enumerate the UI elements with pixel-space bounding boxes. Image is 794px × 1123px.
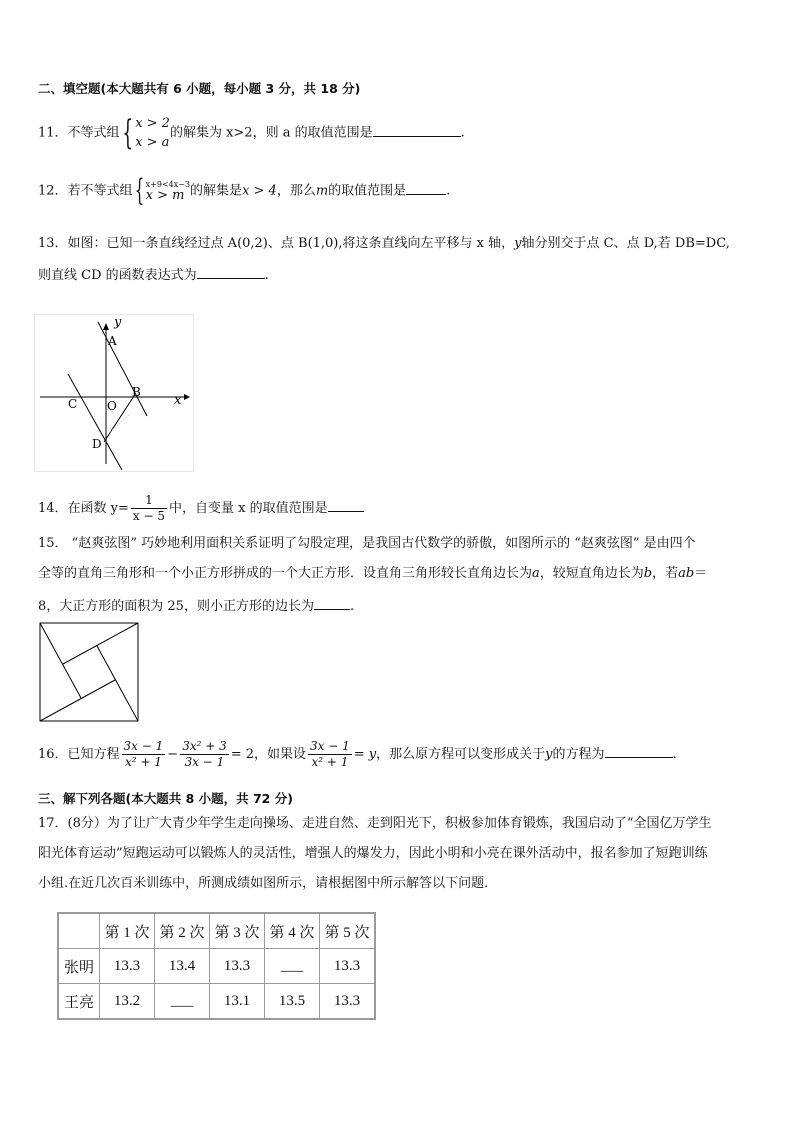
q11-system [135, 114, 170, 152]
q13-text-2: 则直线 CD 的函数表达式为 [38, 268, 197, 283]
q16-minus: − [167, 747, 179, 762]
zhao-shuang-figure [38, 621, 140, 723]
y-axis-arrow-icon [103, 323, 109, 330]
q16-fraction-1 [122, 739, 166, 770]
coordinate-figure [34, 314, 194, 472]
q16-fraction-2 [180, 739, 229, 770]
brace-icon: { [121, 113, 133, 153]
q14-answer-blank[interactable] [328, 497, 364, 512]
label-a: A [108, 334, 117, 348]
q12-sys-line1: x+9<4x−3 [145, 180, 191, 189]
line-cd [68, 374, 122, 470]
section-heading-fill-in: 二、填空题(本大题共有 6 小题，每小题 3 分，共 18 分) [38, 81, 361, 96]
q12-mid2: ，那么 [276, 183, 316, 199]
q16-prefix: 16．已知方程 [38, 747, 120, 762]
label-c: C [68, 397, 78, 411]
q15-text-3: 8，大正方形的面积为 25，则小正方形的边长为 [38, 599, 314, 614]
table-header-row [58, 913, 375, 949]
q16-mid2: ，那么原方程可以变形成关于 [376, 747, 546, 762]
table-cell-blank: ___ [155, 984, 210, 1020]
label-x: x [174, 393, 182, 408]
q12-suffix: 的取值范围是 [328, 183, 407, 199]
q16-suffix: 的方程为 [552, 747, 605, 762]
q15-text-2c: ，若 [652, 566, 679, 581]
table-cell: 13.3 [320, 984, 376, 1020]
table-header-cell: 第 5 次 [320, 913, 376, 949]
q13-answer-blank[interactable] [197, 264, 265, 279]
table-header-cell [58, 913, 100, 949]
q16-f3-num: 3x − 1 [310, 739, 350, 753]
q15-b: b [643, 566, 653, 581]
q12-mid: 的解集是 [190, 183, 243, 199]
q11-suffix: 的解集为 x>2，则 a 的取值范围是 [169, 125, 373, 141]
q14-denominator: x − 5 [132, 509, 166, 523]
question-17-line1: 17．(8分）为了让广大青少年学生走向操场、走进自然、走到阳光下，积极参加体育锻炼，我国启动了“全国亿万学生 [38, 816, 712, 831]
q16-fraction-3 [308, 739, 352, 770]
triangle-edge-3 [40, 680, 115, 721]
q16-answer-blank[interactable] [605, 743, 673, 758]
table-cell-blank: ___ [265, 949, 320, 984]
question-12 [38, 174, 450, 208]
q15-a: a [532, 566, 540, 581]
q11-answer-blank[interactable] [373, 122, 461, 137]
question-11 [38, 114, 465, 152]
q16-eq: = 2 [230, 747, 255, 762]
table-cell: 13.5 [265, 984, 320, 1020]
question-14 [38, 493, 364, 524]
q16-mid: ，如果设 [254, 747, 307, 762]
score-table [57, 912, 376, 1020]
q15-end: . [349, 599, 355, 614]
q16-y: y [545, 747, 553, 762]
q14-fraction [131, 493, 167, 524]
table-header-cell: 第 4 次 [265, 913, 320, 949]
question-17-line3: 小组.在近几次百米训练中，所测成绩如图所示，请根据图中所示解答以下问题． [38, 876, 498, 891]
table-cell-name: 王亮 [58, 984, 100, 1020]
q11-sys-line2: x > a [135, 135, 170, 150]
table-cell: 13.3 [210, 949, 265, 984]
table-header-cell: 第 3 次 [210, 913, 265, 949]
question-13-line2 [38, 264, 269, 286]
q11-sys-line1: x > 2 [135, 116, 170, 131]
score-table-wrapper [57, 912, 376, 1020]
table-row [58, 949, 375, 984]
question-16 [38, 738, 677, 772]
q12-end: . [446, 183, 451, 199]
q15-answer-blank[interactable] [314, 595, 350, 610]
line-ab [98, 322, 147, 416]
q15-text-2a: 全等的直角三角形和一个小正方形拼成的一个大正方形．设直角三角形较长直角边长为 [38, 566, 533, 581]
q13-figure [34, 314, 194, 472]
label-d: D [92, 437, 102, 451]
triangle-edge-2 [40, 623, 81, 698]
q16-eq2: = y [353, 747, 377, 762]
q15-text-2d: ＝ [694, 566, 708, 581]
table-cell: 13.4 [155, 949, 210, 984]
question-13-line1 [38, 234, 730, 254]
triangle-edge-1 [63, 623, 138, 664]
brace-icon: { [134, 173, 144, 208]
q12-cond: x > 4 [242, 183, 277, 199]
q16-f2-num: 3x² + 3 [182, 739, 227, 753]
question-15-line2 [38, 564, 707, 584]
q11-prefix: 11．不等式组 [38, 125, 120, 141]
table-cell-name: 张明 [58, 949, 100, 984]
question-17-line2: 阳光体育运动”短跑运动可以锻炼人的灵活性，增强人的爆发力，因此小明和小亮在课外活动中，报名参加了短跑训练 [38, 846, 708, 861]
q16-f2-den: 3x − 1 [184, 755, 225, 769]
label-y: y [114, 315, 122, 330]
q13-end: . [264, 268, 269, 283]
q12-prefix: 12．若不等式组 [38, 183, 133, 199]
table-cell: 13.3 [100, 949, 155, 984]
triangle-edge-4 [97, 646, 138, 721]
big-square [40, 623, 138, 721]
q16-end: . [672, 747, 677, 762]
table-cell: 13.1 [210, 984, 265, 1020]
q11-end: . [460, 125, 465, 141]
x-axis-arrow-icon [184, 394, 190, 400]
label-b: B [132, 385, 141, 399]
table-row [58, 984, 375, 1020]
q14-numerator: 1 [131, 493, 167, 509]
section-heading-solve: 三、解下列各题(本大题共 8 小题，共 72 分) [38, 791, 293, 806]
q16-f3-den: x² + 1 [311, 755, 349, 769]
q14-prefix: 14．在函数 y= [38, 501, 129, 516]
q14-suffix: 中，自变量 x 的取值范围是 [169, 501, 328, 516]
question-15-line1: 15． “赵爽弦图” 巧妙地利用面积关系证明了勾股定理，是我国古代数学的骄傲，如图所示的 “赵爽弦图” 是由四个 [38, 536, 696, 551]
table-header-cell: 第 2 次 [155, 913, 210, 949]
string-diagram [38, 621, 140, 723]
q13-text-1b: 轴分别交于点 C、点 D,若 DB=DC, [521, 236, 730, 251]
q12-var: m [315, 183, 329, 199]
q13-text-1: 13．如图：已知一条直线经过点 A(0,2)、点 B(1,0),将这条直线向左平移与 x 轴， [38, 236, 515, 251]
label-o: O [107, 399, 117, 413]
q16-f1-num: 3x − 1 [123, 739, 164, 753]
q15-text-2b: ，较短直角边长为 [539, 566, 644, 581]
q16-f1-den: x² + 1 [124, 755, 162, 769]
table-header-cell: 第 1 次 [100, 913, 155, 949]
table-cell: 13.3 [320, 949, 376, 984]
q12-system [146, 180, 190, 202]
question-15-line3 [38, 595, 354, 617]
q13-y-var: y [514, 236, 522, 251]
q12-answer-blank[interactable] [406, 180, 446, 195]
table-cell: 13.2 [100, 984, 155, 1020]
q15-ab: ab [678, 566, 695, 581]
q12-sys-line2: x > m [145, 188, 185, 203]
inner-outline [40, 623, 138, 721]
